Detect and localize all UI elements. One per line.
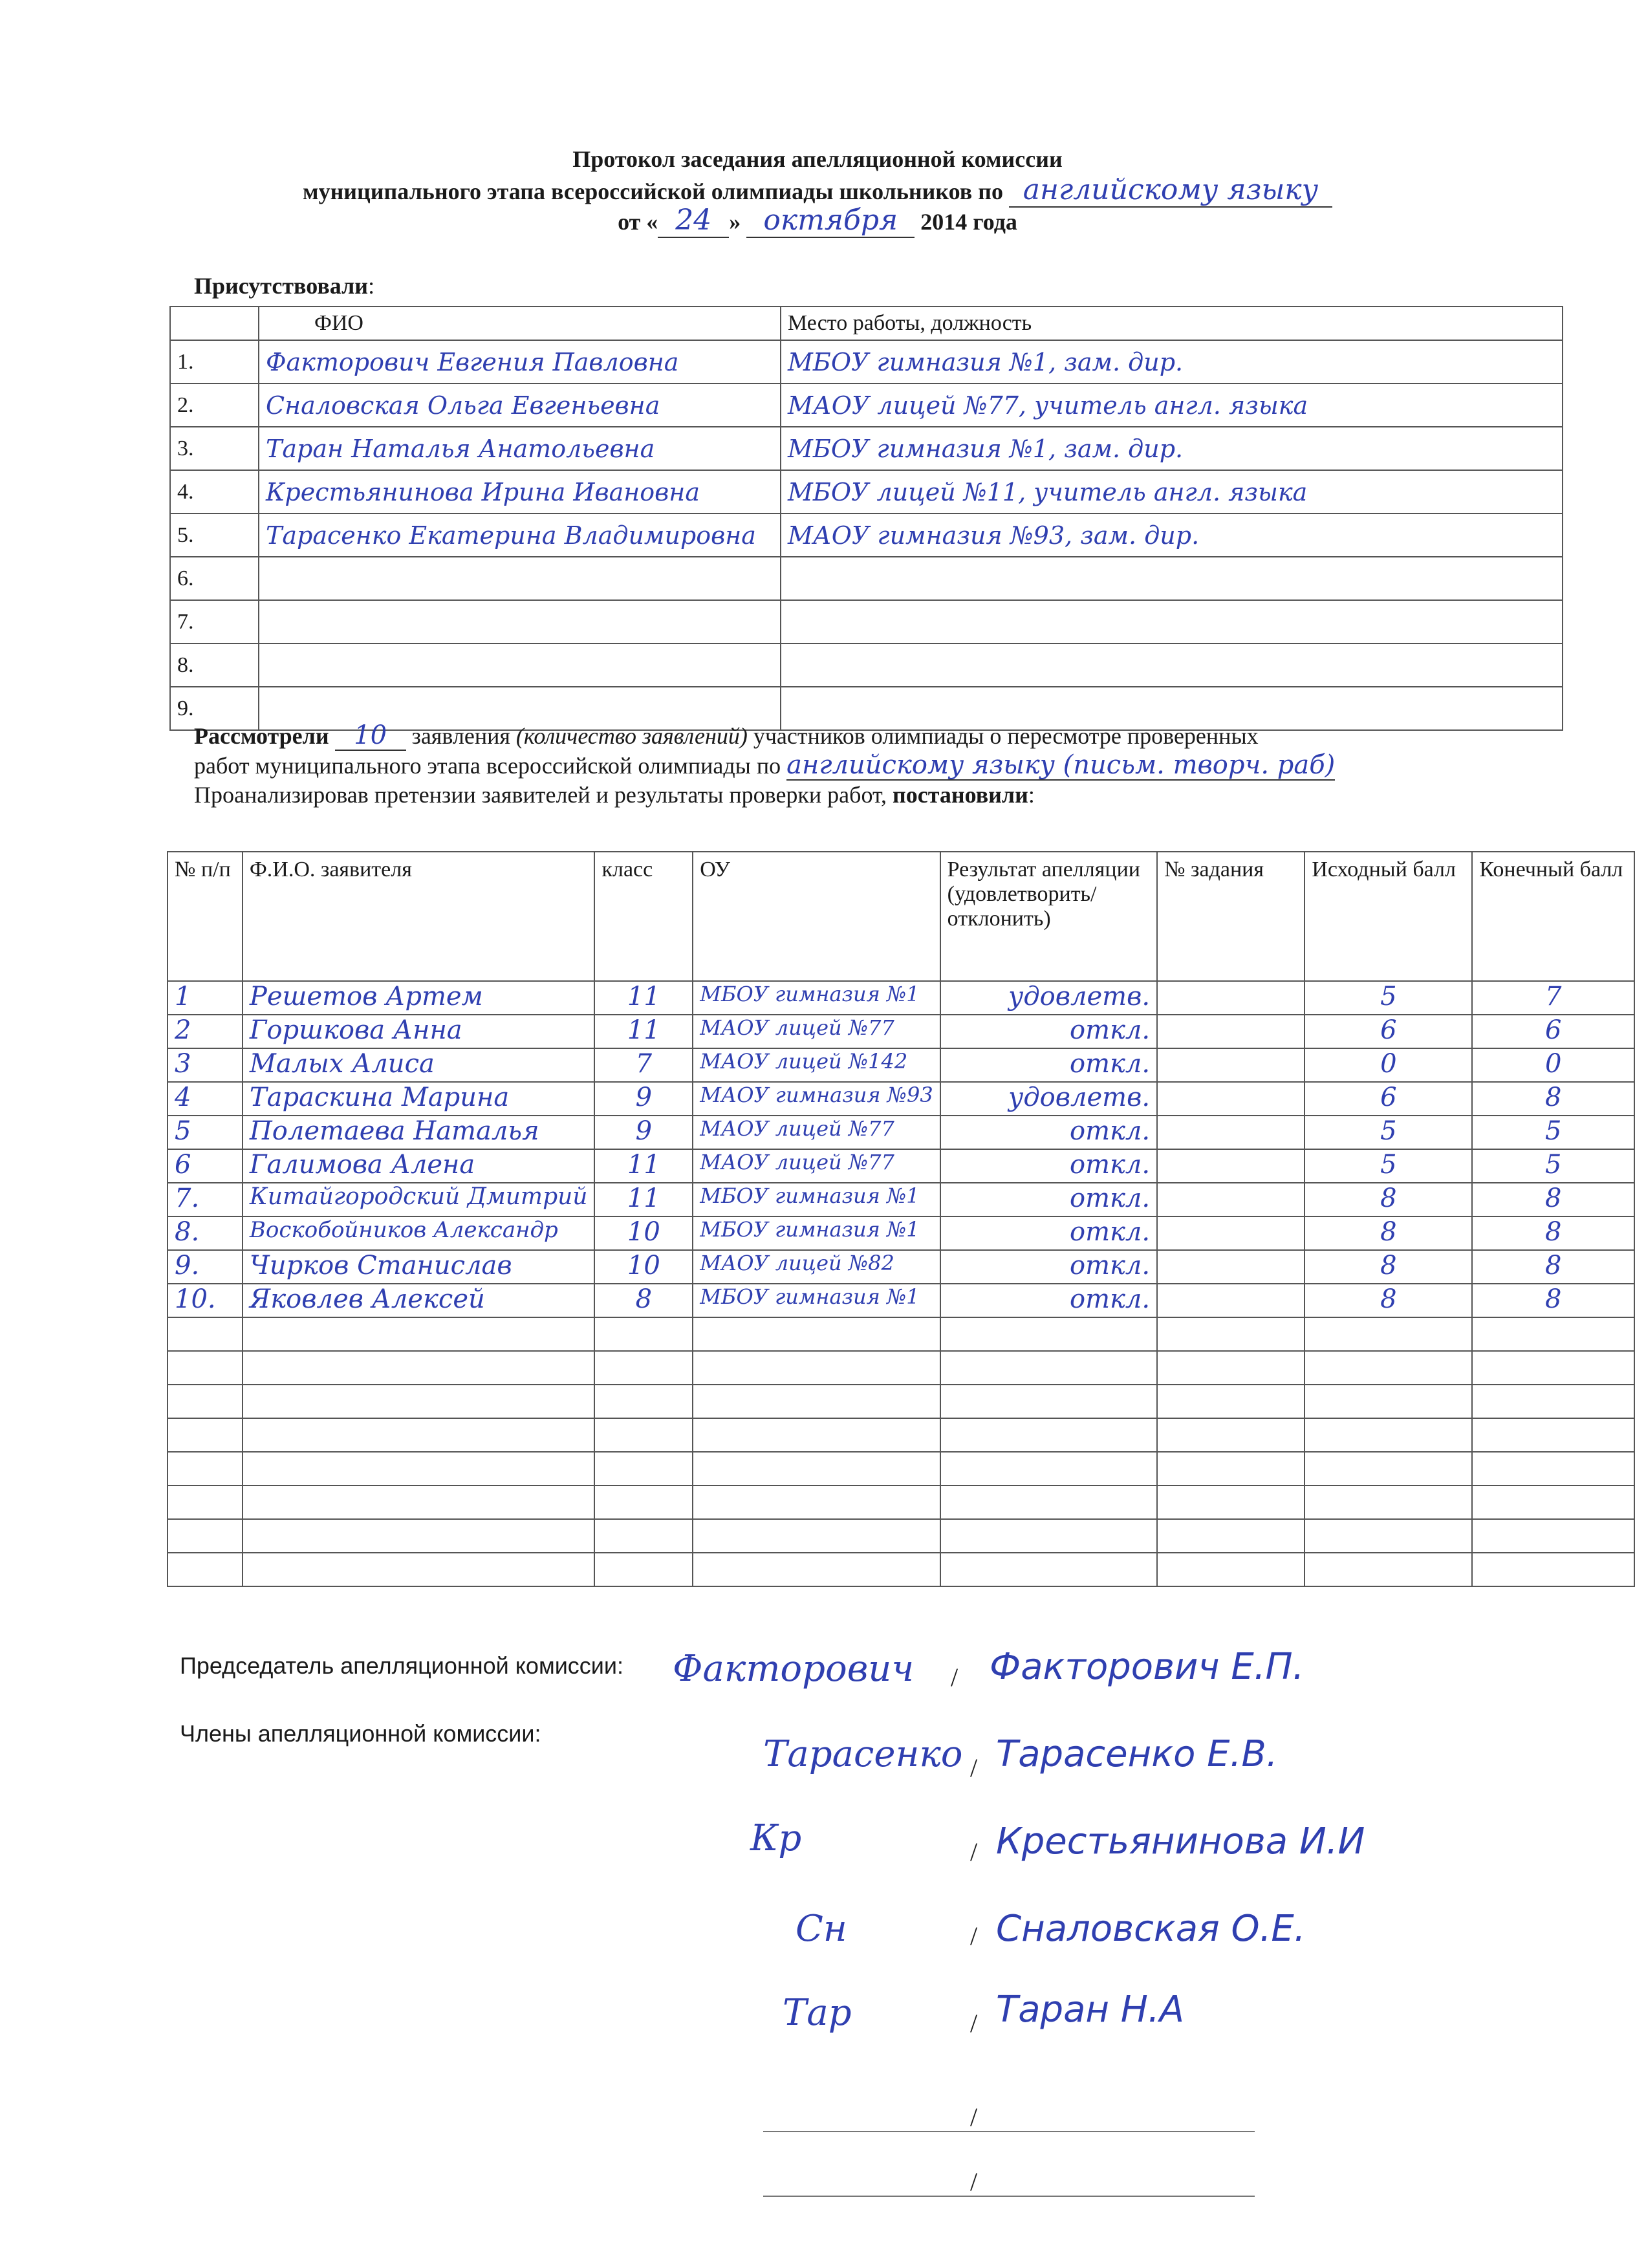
appeal-cell-empty xyxy=(243,1351,595,1385)
attendee-num: 9. xyxy=(170,687,259,730)
signature-slash: / xyxy=(970,2167,978,2196)
appeal-school: МАОУ лицей №77 xyxy=(693,1116,940,1149)
signature-slash: / xyxy=(970,1921,978,1950)
attendees-table xyxy=(169,306,1563,731)
considered-label: Рассмотрели xyxy=(194,723,329,749)
signature-entry-empty xyxy=(763,2147,1255,2199)
appeal-row xyxy=(168,1149,1634,1183)
appeal-cell-empty xyxy=(940,1452,1157,1485)
signature-slash: / xyxy=(970,2009,978,2038)
appeal-school: МБОУ гимназия №1 xyxy=(693,1284,940,1317)
appeal-grade: 11 xyxy=(594,1015,693,1048)
attendees-header-num xyxy=(170,307,259,340)
appeal-initial: 0 xyxy=(1305,1048,1472,1082)
appeal-cell-empty xyxy=(243,1485,595,1519)
attendee-fio xyxy=(259,557,781,600)
attendee-num: 5. xyxy=(170,513,259,557)
signature-entry xyxy=(666,1727,1585,1798)
appeal-row xyxy=(168,1250,1634,1284)
attendee-num: 2. xyxy=(170,383,259,427)
considered-line3-text: Проанализировав претензии заявителей и результаты проверки работ, xyxy=(194,782,887,808)
appeal-cell-empty xyxy=(594,1418,693,1452)
appeal-cell-empty xyxy=(594,1452,693,1485)
attendees-colon: : xyxy=(368,273,375,299)
appeal-cell-empty xyxy=(1305,1385,1472,1418)
date-day: 24 xyxy=(658,204,729,238)
appeal-row-empty xyxy=(168,1452,1634,1485)
appeal-cell-empty xyxy=(940,1418,1157,1452)
appeals-header-num: № п/п xyxy=(168,852,243,981)
appeal-grade: 8 xyxy=(594,1284,693,1317)
decided-label: постановили xyxy=(893,782,1028,808)
signature-entry-empty xyxy=(763,2082,1255,2134)
appeal-cell-empty xyxy=(693,1418,940,1452)
appeal-cell-empty xyxy=(1472,1385,1634,1418)
appeal-name: Чирков Станислав xyxy=(243,1250,595,1284)
appeal-final: 8 xyxy=(1472,1284,1634,1317)
appeal-school: МАОУ лицей №77 xyxy=(693,1149,940,1183)
document-title-line1: Протокол заседания апелляционной комиссии xyxy=(572,146,1063,172)
considered-text2: участников олимпиады о пересмотре проверенных xyxy=(753,723,1259,749)
appeal-cell-empty xyxy=(940,1317,1157,1351)
appeal-cell-empty xyxy=(693,1385,940,1418)
appeal-final: 7 xyxy=(1472,981,1634,1015)
title-line2-prefix: муниципального этапа всероссийской олимпиады школьников по xyxy=(303,178,1003,204)
appeal-task xyxy=(1157,1048,1305,1082)
appeal-result: откл. xyxy=(940,1216,1157,1250)
signature-slash: / xyxy=(951,1663,958,1692)
appeals-body xyxy=(168,981,1634,1586)
attendee-row xyxy=(170,427,1563,470)
attendee-num: 6. xyxy=(170,557,259,600)
attendee-job: МБОУ гимназия №1, зам. дир. xyxy=(781,340,1563,383)
appeal-school: МАОУ лицей №77 xyxy=(693,1015,940,1048)
appeal-num: 1 xyxy=(168,981,243,1015)
appeal-cell-empty xyxy=(1157,1385,1305,1418)
appeal-cell-empty xyxy=(243,1452,595,1485)
attendee-job: МАОУ гимназия №93, зам. дир. xyxy=(781,513,1563,557)
attendee-row xyxy=(170,470,1563,513)
appeal-result: откл. xyxy=(940,1183,1157,1216)
appeal-name: Решетов Артем xyxy=(243,981,595,1015)
appeal-num: 8. xyxy=(168,1216,243,1250)
appeal-cell-empty xyxy=(1472,1351,1634,1385)
appeal-cell-empty xyxy=(1157,1519,1305,1553)
appeal-name: Горшкова Анна xyxy=(243,1015,595,1048)
appeal-result: откл. xyxy=(940,1250,1157,1284)
appeal-task xyxy=(1157,1082,1305,1116)
appeal-row-empty xyxy=(168,1553,1634,1586)
appeal-cell-empty xyxy=(168,1385,243,1418)
attendee-job: МБОУ лицей №11, учитель англ. языка xyxy=(781,470,1563,513)
appeal-num: 5 xyxy=(168,1116,243,1149)
considered-line3 xyxy=(194,781,1604,809)
appeal-school: МБОУ гимназия №1 xyxy=(693,981,940,1015)
appeal-cell-empty xyxy=(693,1351,940,1385)
appeal-final: 0 xyxy=(1472,1048,1634,1082)
appeal-cell-empty xyxy=(1305,1418,1472,1452)
appeal-initial: 5 xyxy=(1305,1149,1472,1183)
appeal-row xyxy=(168,1048,1634,1082)
appeal-cell-empty xyxy=(594,1317,693,1351)
appeal-cell-empty xyxy=(168,1485,243,1519)
appeal-initial: 5 xyxy=(1305,981,1472,1015)
appeal-cell-empty xyxy=(168,1351,243,1385)
appeal-cell-empty xyxy=(243,1317,595,1351)
attendee-fio: Таран Наталья Анатольевна xyxy=(259,427,781,470)
appeal-cell-empty xyxy=(168,1418,243,1452)
appeal-task xyxy=(1157,1183,1305,1216)
signature-slash: / xyxy=(970,1753,978,1782)
attendee-num: 7. xyxy=(170,600,259,643)
appeal-row xyxy=(168,981,1634,1015)
attendee-num: 1. xyxy=(170,340,259,383)
attendee-fio: Крестьянинова Ирина Ивановна xyxy=(259,470,781,513)
appeal-num: 9. xyxy=(168,1250,243,1284)
attendee-fio: Тарасенко Екатерина Владимировна xyxy=(259,513,781,557)
appeal-num: 2 xyxy=(168,1015,243,1048)
signature-mark: Факторович xyxy=(673,1648,915,1690)
appeal-cell-empty xyxy=(1472,1452,1634,1485)
appeal-row-empty xyxy=(168,1385,1634,1418)
appeal-cell-empty xyxy=(1472,1317,1634,1351)
appeal-row xyxy=(168,1082,1634,1116)
attendee-num: 4. xyxy=(170,470,259,513)
signature-name: Сналовская О.Е. xyxy=(996,1908,1306,1950)
signature-mark: Кр xyxy=(750,1817,802,1859)
appeal-num: 6 xyxy=(168,1149,243,1183)
appeal-task xyxy=(1157,1216,1305,1250)
appeal-grade: 11 xyxy=(594,1149,693,1183)
appeal-cell-empty xyxy=(243,1553,595,1586)
members-label: Члены апелляционной комиссии: xyxy=(180,1720,541,1747)
appeal-cell-empty xyxy=(940,1385,1157,1418)
signature-mark: Тарасенко xyxy=(763,1733,963,1775)
appeal-result: откл. xyxy=(940,1048,1157,1082)
date-prefix: от « xyxy=(618,209,658,235)
appeals-table xyxy=(167,851,1635,1587)
appeal-num: 4 xyxy=(168,1082,243,1116)
considered-text1: заявления xyxy=(411,723,510,749)
appeal-row xyxy=(168,1116,1634,1149)
attendees-heading xyxy=(194,272,374,300)
appeal-cell-empty xyxy=(693,1519,940,1553)
appeal-cell-empty xyxy=(594,1351,693,1385)
appeal-final: 8 xyxy=(1472,1183,1634,1216)
appeal-num: 10. xyxy=(168,1284,243,1317)
date-month: октября xyxy=(746,204,915,238)
document-title-line2 xyxy=(0,173,1635,208)
attendee-fio xyxy=(259,643,781,687)
appeal-cell-empty xyxy=(1157,1317,1305,1351)
appeal-cell-empty xyxy=(693,1452,940,1485)
appeal-cell-empty xyxy=(1157,1485,1305,1519)
signature-mark: Сн xyxy=(796,1908,847,1950)
appeal-result: откл. xyxy=(940,1284,1157,1317)
attendee-job: МБОУ гимназия №1, зам. дир. xyxy=(781,427,1563,470)
appeal-final: 8 xyxy=(1472,1216,1634,1250)
signature-slash: / xyxy=(970,1837,978,1866)
signature-line xyxy=(763,2131,1255,2132)
attendees-label: Присутствовали xyxy=(194,273,369,299)
appeal-cell-empty xyxy=(940,1351,1157,1385)
appeal-name: Воскобойников Александр xyxy=(243,1216,595,1250)
appeal-cell-empty xyxy=(1157,1553,1305,1586)
appeal-cell-empty xyxy=(1305,1519,1472,1553)
appeal-final: 6 xyxy=(1472,1015,1634,1048)
considered-count: 10 xyxy=(335,721,406,751)
appeal-school: МБОУ гимназия №1 xyxy=(693,1216,940,1250)
signature-block xyxy=(666,1636,1585,2238)
appeal-school: МАОУ лицей №82 xyxy=(693,1250,940,1284)
attendee-num: 3. xyxy=(170,427,259,470)
appeal-cell-empty xyxy=(693,1553,940,1586)
attendee-row xyxy=(170,383,1563,427)
appeal-row-empty xyxy=(168,1485,1634,1519)
appeal-cell-empty xyxy=(1305,1452,1472,1485)
appeal-initial: 6 xyxy=(1305,1015,1472,1048)
appeal-result: удовлетв. xyxy=(940,1082,1157,1116)
appeal-final: 5 xyxy=(1472,1149,1634,1183)
signature-slash: / xyxy=(970,2102,978,2132)
signature-entry xyxy=(666,1636,1585,1707)
appeal-cell-empty xyxy=(1472,1485,1634,1519)
attendee-row xyxy=(170,557,1563,600)
appeals-header-result: Результат апелляции (удовлетворить/ отклонить) xyxy=(940,852,1157,981)
attendee-row xyxy=(170,513,1563,557)
appeal-cell-empty xyxy=(594,1385,693,1418)
document-date xyxy=(0,204,1635,238)
appeal-row xyxy=(168,1284,1634,1317)
attendees-header-fio: ФИО xyxy=(259,307,781,340)
appeal-cell-empty xyxy=(940,1553,1157,1586)
signature-name: Тарасенко Е.В. xyxy=(996,1733,1278,1775)
appeal-initial: 8 xyxy=(1305,1183,1472,1216)
appeal-cell-empty xyxy=(1305,1485,1472,1519)
appeal-name: Галимова Алена xyxy=(243,1149,595,1183)
appeal-cell-empty xyxy=(693,1317,940,1351)
appeal-result: откл. xyxy=(940,1116,1157,1149)
appeals-header-grade: класс xyxy=(594,852,693,981)
appeal-cell-empty xyxy=(1472,1519,1634,1553)
appeal-cell-empty xyxy=(1305,1553,1472,1586)
appeals-header-task: № задания xyxy=(1157,852,1305,981)
appeal-grade: 7 xyxy=(594,1048,693,1082)
appeal-num: 7. xyxy=(168,1183,243,1216)
appeal-num: 3 xyxy=(168,1048,243,1082)
appeal-school: МБОУ гимназия №1 xyxy=(693,1183,940,1216)
appeal-name: Малых Алиса xyxy=(243,1048,595,1082)
appeal-grade: 9 xyxy=(594,1116,693,1149)
signature-mark: Тар xyxy=(783,1992,852,2034)
appeal-name: Яковлев Алексей xyxy=(243,1284,595,1317)
appeal-school: МАОУ лицей №142 xyxy=(693,1048,940,1082)
appeal-cell-empty xyxy=(693,1485,940,1519)
appeal-initial: 8 xyxy=(1305,1216,1472,1250)
appeal-row-empty xyxy=(168,1351,1634,1385)
signature-name: Крестьянинова И.И xyxy=(996,1820,1365,1863)
appeal-task xyxy=(1157,1116,1305,1149)
attendee-job xyxy=(781,643,1563,687)
appeal-cell-empty xyxy=(940,1485,1157,1519)
appeal-grade: 11 xyxy=(594,1183,693,1216)
appeal-initial: 8 xyxy=(1305,1250,1472,1284)
appeal-name: Полетаева Наталья xyxy=(243,1116,595,1149)
appeal-cell-empty xyxy=(1157,1452,1305,1485)
considered-paragraph xyxy=(194,721,1604,809)
appeal-final: 5 xyxy=(1472,1116,1634,1149)
signature-entry xyxy=(666,1811,1585,1882)
considered-subject: английскому языку (письм. творч. раб) xyxy=(786,750,1336,780)
chair-label: Председатель апелляционной комиссии: xyxy=(180,1652,624,1679)
appeal-cell-empty xyxy=(594,1553,693,1586)
date-year: 2014 года xyxy=(920,209,1017,235)
appeal-row-empty xyxy=(168,1317,1634,1351)
appeal-cell-empty xyxy=(594,1485,693,1519)
appeal-task xyxy=(1157,981,1305,1015)
appeal-row xyxy=(168,1216,1634,1250)
appeals-header-final: Конечный балл xyxy=(1472,852,1634,981)
appeal-final: 8 xyxy=(1472,1250,1634,1284)
attendee-num: 8. xyxy=(170,643,259,687)
appeal-result: удовлетв. xyxy=(940,981,1157,1015)
appeal-task xyxy=(1157,1149,1305,1183)
signature-line xyxy=(763,2196,1255,2197)
attendee-row xyxy=(170,340,1563,383)
appeals-header-row xyxy=(168,852,1634,981)
appeal-result: откл. xyxy=(940,1015,1157,1048)
attendees-header-row xyxy=(170,307,1563,340)
appeal-name: Китайгородский Дмитрий xyxy=(243,1183,595,1216)
appeal-cell-empty xyxy=(1305,1351,1472,1385)
appeal-cell-empty xyxy=(594,1519,693,1553)
considered-line2 xyxy=(194,751,1604,781)
appeal-grade: 10 xyxy=(594,1250,693,1284)
date-mid: » xyxy=(729,209,741,235)
attendee-job xyxy=(781,557,1563,600)
signature-entry xyxy=(666,1979,1585,2050)
appeal-cell-empty xyxy=(1305,1317,1472,1351)
appeal-cell-empty xyxy=(1157,1418,1305,1452)
appeal-cell-empty xyxy=(940,1519,1157,1553)
attendee-row xyxy=(170,600,1563,643)
appeal-grade: 10 xyxy=(594,1216,693,1250)
signature-name: Таран Н.А xyxy=(996,1989,1185,2031)
signature-name: Факторович Е.П. xyxy=(990,1646,1305,1688)
appeal-cell-empty xyxy=(1472,1553,1634,1586)
appeal-initial: 8 xyxy=(1305,1284,1472,1317)
appeal-result: откл. xyxy=(940,1149,1157,1183)
appeal-row xyxy=(168,1183,1634,1216)
appeal-cell-empty xyxy=(243,1418,595,1452)
appeal-school: МАОУ гимназия №93 xyxy=(693,1082,940,1116)
appeal-cell-empty xyxy=(1157,1351,1305,1385)
appeals-header-school: ОУ xyxy=(693,852,940,981)
appeal-row xyxy=(168,1015,1634,1048)
attendee-row xyxy=(170,643,1563,687)
considered-line1 xyxy=(194,721,1604,751)
attendee-fio: Сналовская Ольга Евгеньевна xyxy=(259,383,781,427)
subject-field: английскому языку xyxy=(1009,173,1332,208)
attendee-fio: Факторович Евгения Павловна xyxy=(259,340,781,383)
appeal-cell-empty xyxy=(243,1519,595,1553)
appeal-initial: 5 xyxy=(1305,1116,1472,1149)
decided-colon: : xyxy=(1028,782,1035,808)
appeal-cell-empty xyxy=(168,1519,243,1553)
appeal-task xyxy=(1157,1015,1305,1048)
appeal-cell-empty xyxy=(1472,1418,1634,1452)
signature-entry xyxy=(666,1895,1585,1966)
appeal-cell-empty xyxy=(168,1452,243,1485)
appeal-row-empty xyxy=(168,1519,1634,1553)
appeals-header-initial: Исходный балл xyxy=(1305,852,1472,981)
appeal-task xyxy=(1157,1284,1305,1317)
appeal-initial: 6 xyxy=(1305,1082,1472,1116)
considered-line2-text: работ муниципального этапа всероссийской олимпиады по xyxy=(194,753,781,779)
appeal-cell-empty xyxy=(168,1317,243,1351)
appeal-final: 8 xyxy=(1472,1082,1634,1116)
attendees-header-job: Место работы, должность xyxy=(781,307,1563,340)
considered-italic-note: (количество заявлений) xyxy=(515,723,748,749)
appeal-cell-empty xyxy=(168,1553,243,1586)
attendee-job: МАОУ лицей №77, учитель англ. языка xyxy=(781,383,1563,427)
appeal-task xyxy=(1157,1250,1305,1284)
appeal-grade: 9 xyxy=(594,1082,693,1116)
appeal-cell-empty xyxy=(243,1385,595,1418)
appeal-grade: 11 xyxy=(594,981,693,1015)
appeals-header-name: Ф.И.О. заявителя xyxy=(243,852,595,981)
appeal-name: Тараскина Марина xyxy=(243,1082,595,1116)
attendee-job xyxy=(781,600,1563,643)
appeal-row-empty xyxy=(168,1418,1634,1452)
attendee-fio xyxy=(259,600,781,643)
